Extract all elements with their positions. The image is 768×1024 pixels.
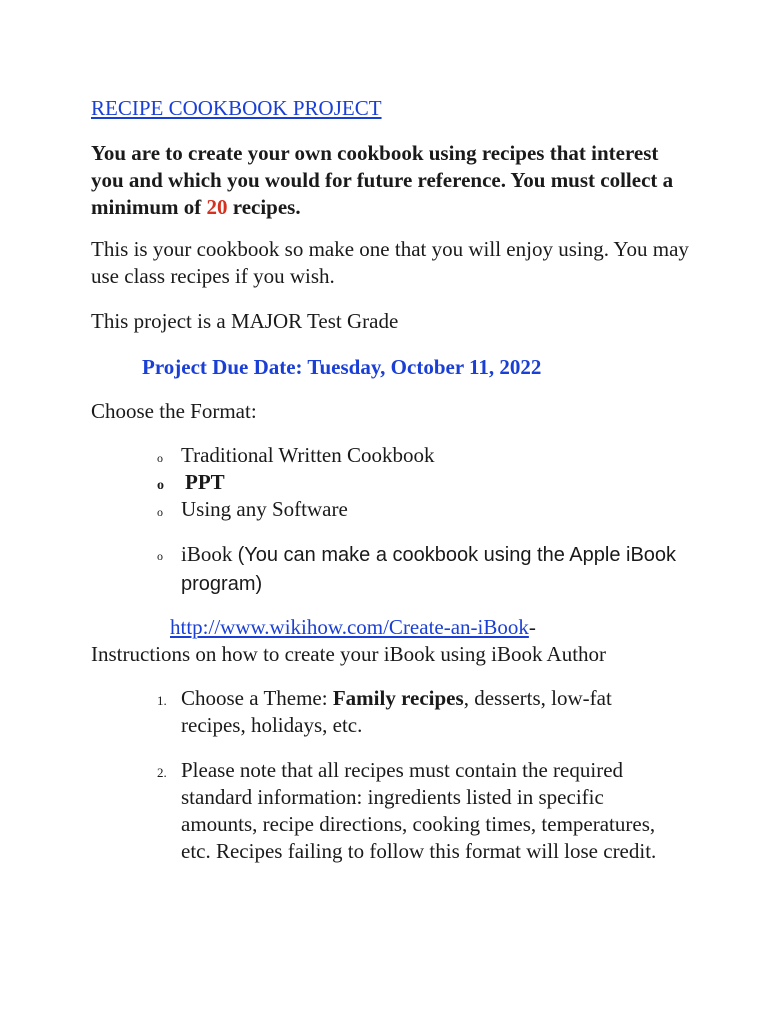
bullet-icon: o [157,505,163,519]
step-bold-theme: Family recipes [332,686,464,710]
bullet-icon: o [157,478,164,493]
minimum-recipe-count: 20 [206,195,228,219]
format-label: Traditional Written Cookbook [181,443,435,467]
wikihow-link[interactable]: http://www.wikihow.com/Create-an-iBook [170,615,529,639]
step-1 [157,685,677,739]
ibook-note: (You can make a cookbook using the Apple iBook program) [181,544,677,595]
link-description: Instructions on how to create your iBook using iBook Author [91,642,607,666]
ibook-label: iBook [181,542,233,566]
test-grade-paragraph: This project is a MAJOR Test Grade [91,309,399,333]
due-date: Project Due Date: Tuesday, October 11, 2022 [142,355,542,379]
step-suffix: , desserts, low-fat recipes, holidays, etc. [181,686,612,737]
format-label: Using any Software [181,497,348,521]
format-item-ibook [157,540,697,598]
intro-paragraph [91,140,691,221]
format-item-software [157,496,348,526]
step-text [181,685,677,739]
intro-text-after: recipes. [227,195,301,219]
format-heading: Choose the Format: [91,399,257,423]
step-text: Please note that all recipes must contain the required standard information: ingredients listed in specific amounts, recipe directions, cooking times, temperatures, etc. Recipes failing to follow this format will lose credit. [181,758,657,863]
step-2 [157,757,677,865]
format-item-traditional [157,442,435,472]
step-prefix: Choose a Theme: [181,686,333,710]
ibook-link-line [170,614,536,641]
page-title[interactable]: RECIPE COOKBOOK PROJECT [91,96,382,120]
cookbook-paragraph: This is your cookbook so make one that you will enjoy using. You may use class recipes if you wish. [91,237,689,288]
bullet-icon: o [157,549,163,563]
step-number: 1. [157,693,167,708]
intro-text-before: You are to create your own cookbook using recipes that interest you and which you would for future reference. You must collect a minimum of [91,141,674,219]
format-item-ppt [157,469,225,499]
step-number: 2. [157,765,167,780]
ibook-text [181,540,697,598]
bullet-icon: o [157,451,163,465]
link-suffix: - [528,615,536,639]
format-label: PPT [185,470,225,494]
